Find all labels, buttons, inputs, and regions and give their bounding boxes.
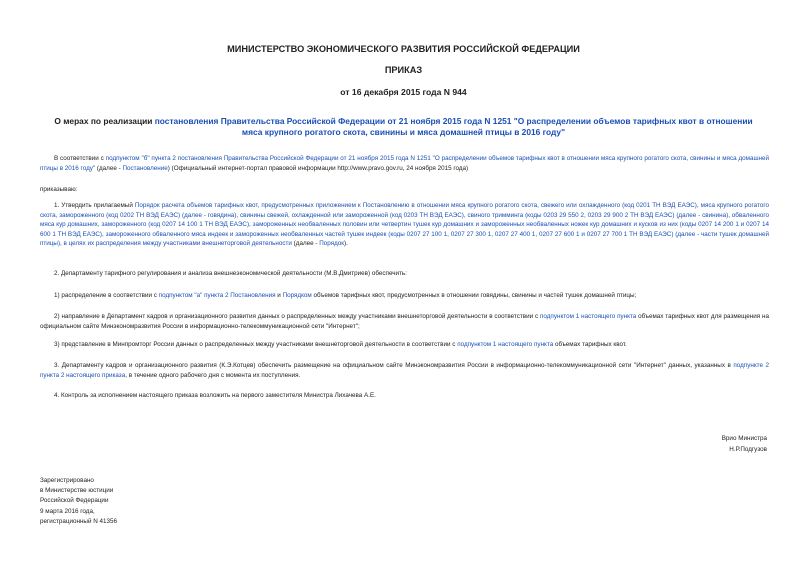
ministry-title: МИНИСТЕРСТВО ЭКОНОМИЧЕСКОГО РАЗВИТИЯ РОССИЙСКОЙ ФЕДЕРАЦИИ	[227, 44, 580, 54]
orders-intro: приказываю:	[40, 186, 78, 193]
signatory-name: Н.Р.Подгузов	[729, 445, 767, 453]
paragraph-4: 4. Контроль за исполнением настоящего приказа возложить на первого заместителя Министра Лихачева А.Е.	[54, 392, 376, 399]
p3-text-2: , в течение одного рабочего дня с момента их поступления.	[125, 371, 301, 379]
signature-block	[722, 434, 767, 455]
p1-procedure-short-link[interactable]: Порядок	[319, 240, 345, 248]
preamble	[40, 154, 769, 173]
registration-line-3: Российской Федерации	[40, 497, 109, 505]
registration-line-5: регистрационный N 41356	[40, 517, 118, 525]
paragraph-2: 2. Департаменту тарифного регулирования и анализа внешнеэкономической деятельности (М.В.Дмитриев) обеспечить:	[54, 270, 407, 277]
doc-date-number: от 16 декабря 2015 года N 944	[340, 87, 467, 97]
preamble-text-1: В соответствии с	[54, 155, 106, 162]
preamble-decree-link[interactable]: Постановление	[122, 164, 168, 172]
paragraph-3	[40, 361, 769, 380]
registration-line-1: Зарегистрировано	[40, 477, 94, 484]
p2-1-procedure-link[interactable]: Порядком	[282, 292, 312, 299]
paragraph-2-3	[40, 340, 769, 350]
p2-2-subclause-link[interactable]: подпунктом 1 настоящего пункта	[539, 313, 637, 320]
preamble-text-2: (далее -	[95, 164, 123, 172]
paragraph-2-1	[40, 291, 769, 301]
p2-3-text-2: объемах тарифных квот.	[553, 341, 627, 348]
signatory-title: Врио Министра	[721, 435, 767, 442]
paragraph-1	[40, 201, 769, 249]
registration-line-4: 9 марта 2016 года,	[40, 507, 95, 515]
subject-prefix: О мерах по реализации	[54, 116, 155, 126]
p2-3-text-1: 3) представление в Минпромторг России данных о распределенных между участниками внешнеторговой деятельности в соответствии с	[54, 341, 458, 348]
p2-1-text-1: 1) распределение в соответствии с	[54, 292, 159, 299]
registration-line-2: в Министерстве юстиции	[40, 487, 114, 495]
p2-1-text-3: объемов тарифных квот, предусмотренных в отношении говядины, свинины и частей тушек домашней птицы;	[311, 292, 637, 299]
p3-text-1: 3. Департаменту кадров и организационного развития (К.Э.Котцев) обеспечить размещение на официальном сайте Минэкономразвития России в информационно-телекоммуникационной сети "Интернет" данных, указанных в	[54, 362, 734, 369]
doc-type: ПРИКАЗ	[384, 65, 423, 75]
p1-text-1: 1. Утвердить прилагаемый	[54, 202, 135, 209]
paragraph-2-2	[40, 312, 769, 331]
subject-decree-link[interactable]: постановления Правительства Российской Федерации от 21 ноября 2015 года N 1251 "О распределении объемов тарифных квот в отношении мяса крупного рогатого скота, свинины и мяса домашней птицы в 2016 году"	[154, 116, 753, 137]
registration-block	[40, 476, 117, 527]
p2-2-text-1: 2) направление в Департамент кадров и организационного развития данных о распределенных между участниками внешнеторговой деятельности в соответствии с	[54, 313, 540, 320]
p2-3-subclause-link[interactable]: подпунктом 1 настоящего пункта	[457, 341, 554, 348]
p2-1-text-2: и	[275, 292, 283, 299]
p3-subclause-link[interactable]: подпункте 2 пункта 2 настоящего приказа	[40, 362, 769, 379]
p1-procedure-link[interactable]: Порядок расчета объемов тарифных квот, предусмотренных приложением к Постановлению в отношении мяса крупного рогатого скота, свежего или охлажденного (код 0201 ТН ВЭД ЕАЭС), мяса крупного рогатого скота, замороженного (код 0202 ТН ВЭД ЕАЭС) (далее - говядина), свинины свежей, охлажденной или замороженной (код 0203 ТН ВЭД ЕАЭС), свиного тримминга (коды 0203 29 550 2, 0203 29 900 2 ТН ВЭД ЕАЭС) (далее - свинина), обваленного мяса кур домашних, замороженного (код 0207 14 100 1 ТН ВЭД ЕАЭС), замороженных необваленных половин или четвертин тушек кур домашних и замороженных необваленных ножек кур домашних и кусков из них (коды 0207 14 200 1 и 0207 14 600 1 ТН ВЭД ЕАЭС), замороженного обваленного мяса индеек и замороженных необваленных частей тушек индеек (коды 0207 27 100 1, 0207 27 300 1, 0207 27 400 1, 0207 27 600 1 и 0207 27 700 1 ТН ВЭД ЕАЭС) (далее - части тушек домашней птицы), в целях их распределения между участниками внешнеторговой деятельности	[40, 202, 770, 248]
document-subject	[50, 116, 757, 138]
preamble-subclause-link[interactable]: подпунктом "б" пункта 2 постановления Правительства Российской Федерации от 21 ноября 2015 года N 1251 "О распределении объемов тарифных квот в отношении мяса крупного рогатого скота, свинины и мяса домашней птицы в 2016 году"	[40, 155, 769, 172]
p2-1-subclause-link[interactable]: подпунктом "а" пункта 2 Постановления	[158, 292, 276, 299]
p1-text-3: ).	[344, 240, 348, 248]
p2-2-text-2: объемах тарифных квот для размещения на официальном сайте Минэкономразвития России в информационно-телекоммуникационной сети "Интернет";	[40, 313, 769, 330]
preamble-text-3: ) (Официальный интернет-портал правовой информации http://www.pravo.gov.ru, 24 ноября 2015 года)	[167, 164, 469, 172]
p1-text-2: (далее -	[291, 240, 320, 248]
